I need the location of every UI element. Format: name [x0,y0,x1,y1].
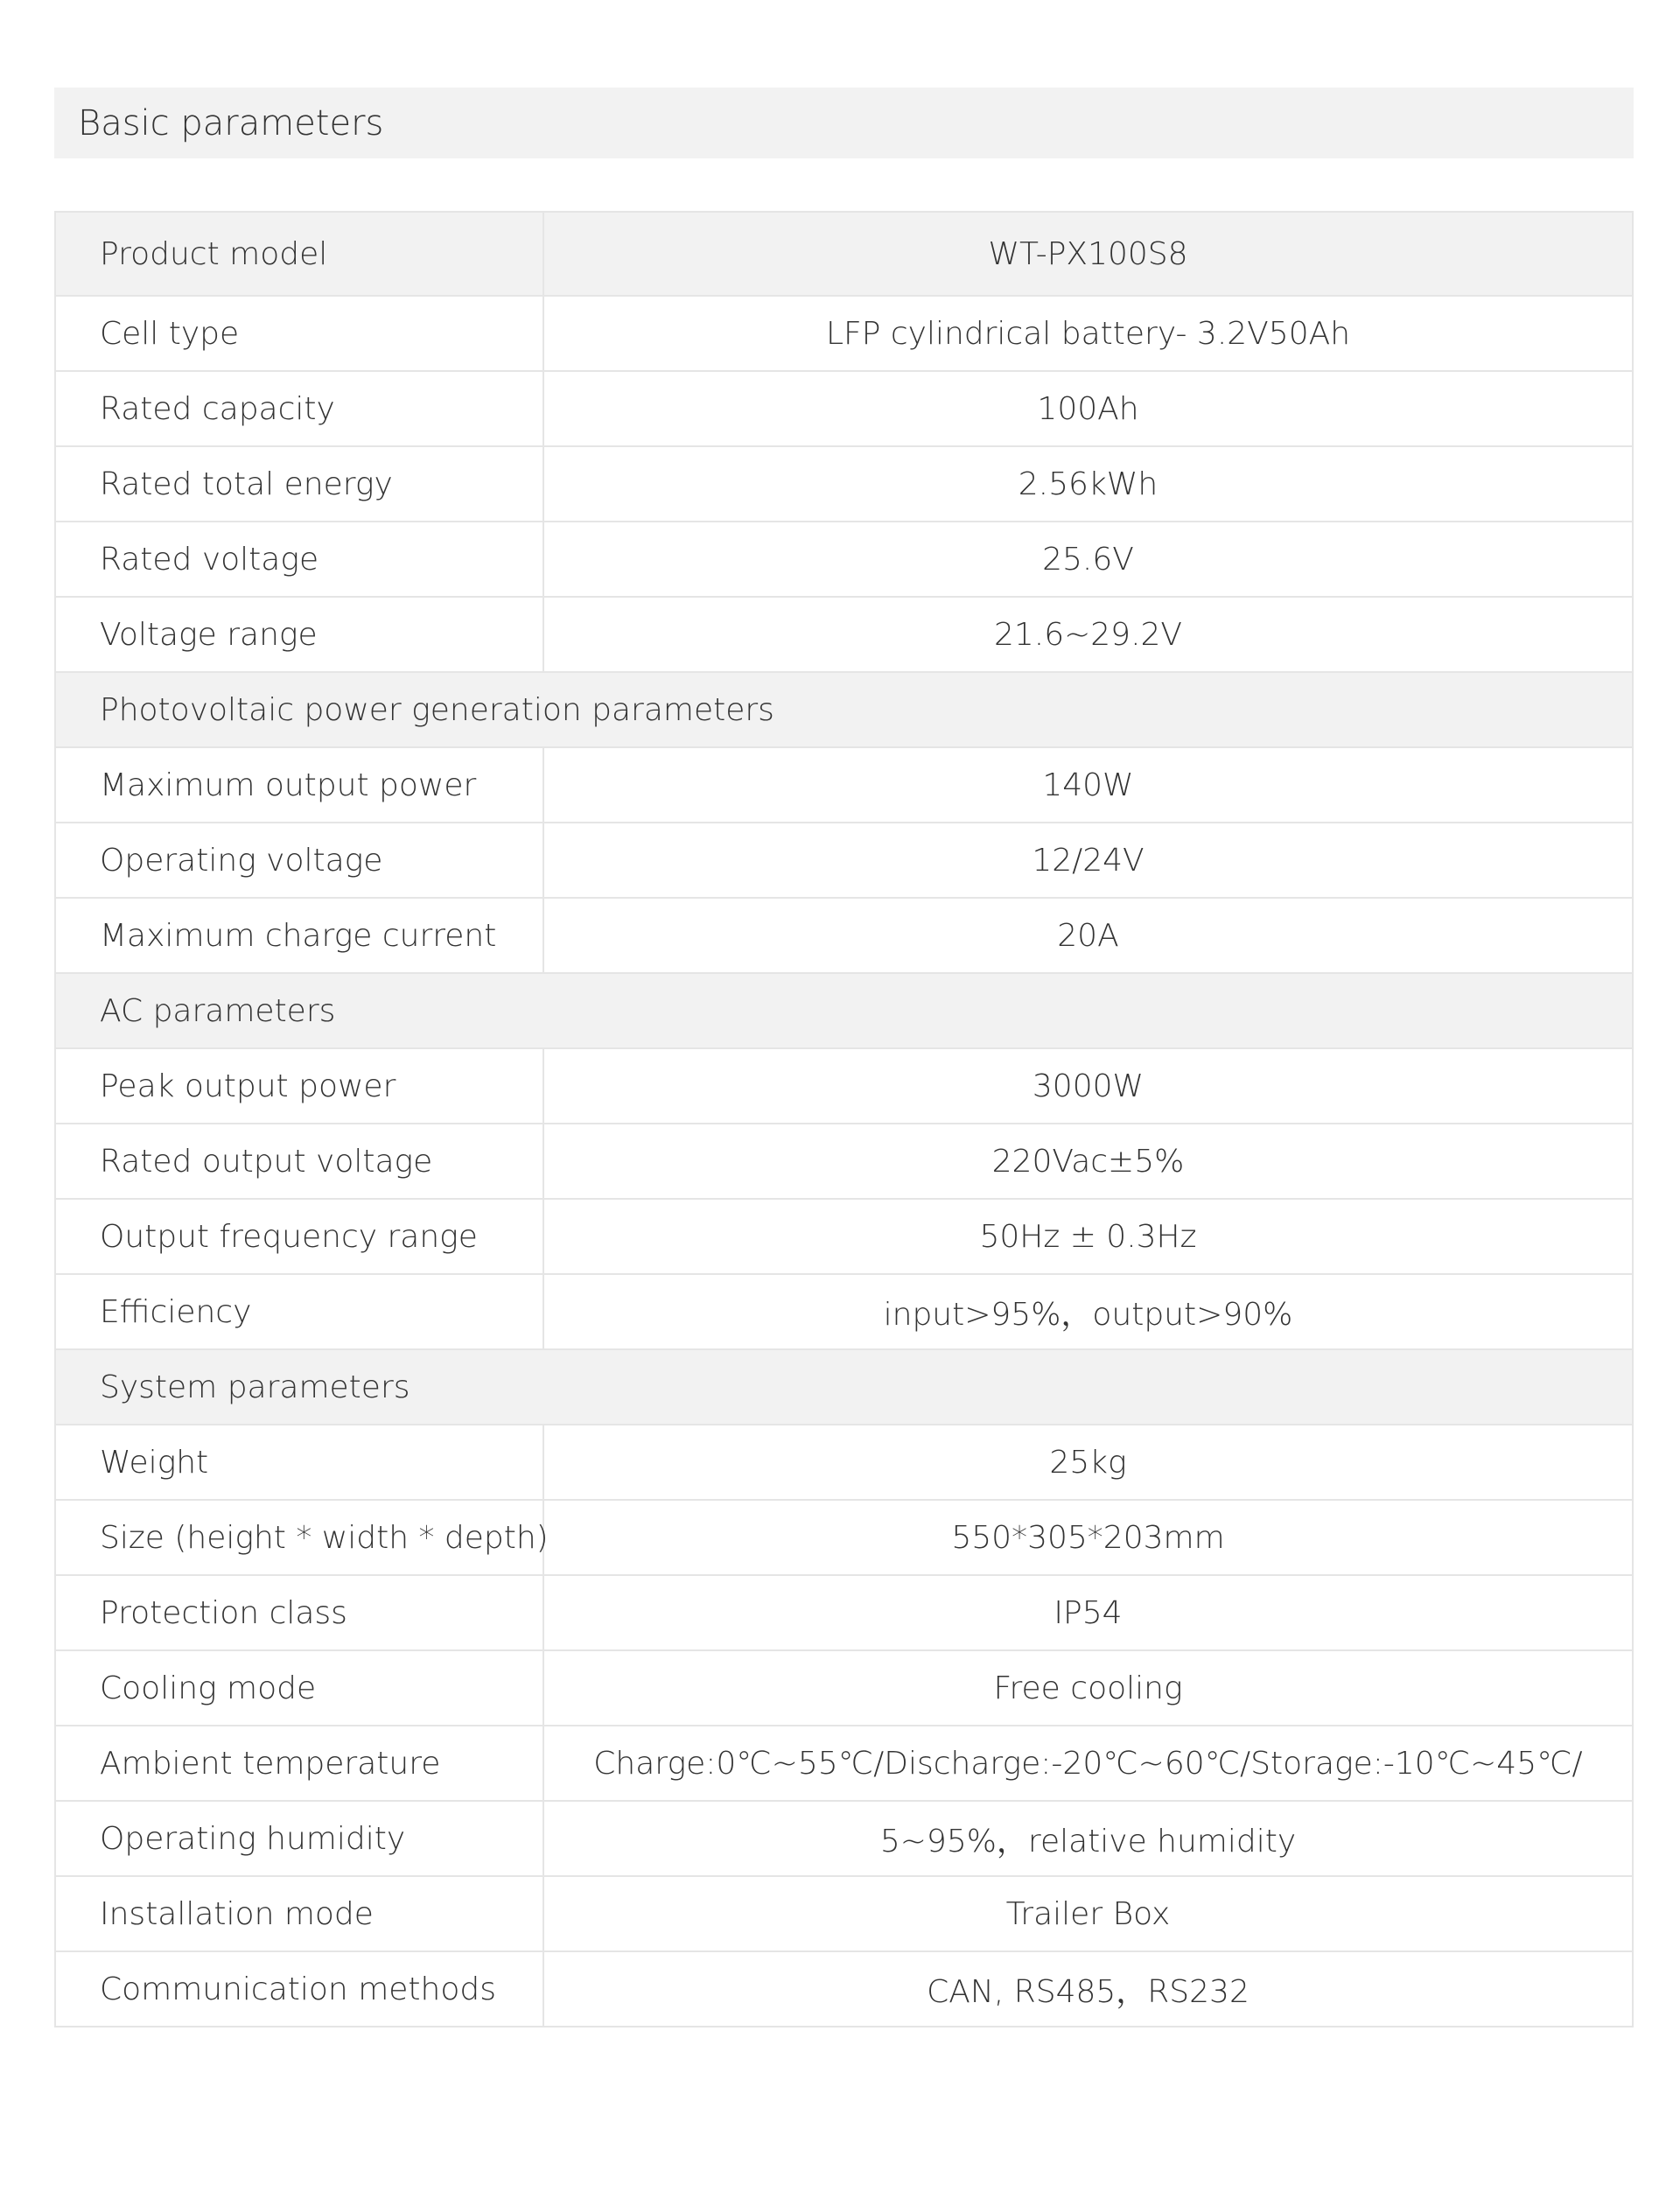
row-label: Maximum charge current [55,898,543,973]
row-label: Installation mode [55,1876,543,1951]
row-value: Trailer Box [543,1876,1633,1951]
row-value: LFP cylindrical battery- 3.2V50Ah [543,296,1633,371]
section-row [55,672,1633,747]
table-row [55,371,1633,446]
header-value: WT-PX100S8 [543,212,1633,296]
table-row [55,898,1633,973]
row-value: 550*305*203mm [543,1500,1633,1575]
table-row [55,823,1633,898]
section-title: System parameters [55,1349,1633,1425]
section-row [55,973,1633,1048]
table-row [55,1199,1633,1274]
row-value: 25.6V [543,522,1633,597]
spec-table [54,211,1634,2027]
spec-table-body [55,212,1633,2027]
table-row [55,522,1633,597]
section-row [55,1349,1633,1425]
row-label: Rated output voltage [55,1124,543,1199]
row-value: 220Vac±5% [543,1124,1633,1199]
row-label: Rated total energy [55,446,543,522]
row-value: IP54 [543,1575,1633,1650]
table-row [55,1951,1633,2027]
row-label: Voltage range [55,597,543,672]
row-value: Free cooling [543,1650,1633,1726]
table-row [55,1425,1633,1500]
row-label: Output frequency range [55,1199,543,1274]
row-value: 20A [543,898,1633,973]
row-label: Protection class [55,1575,543,1650]
row-value: 25kg [543,1425,1633,1500]
row-label: Operating humidity [55,1801,543,1876]
row-label: Ambient temperature [55,1726,543,1801]
page-title: Basic parameters [54,88,1634,158]
row-value: 50Hz ± 0.3Hz [543,1199,1633,1274]
header-row [55,212,1633,296]
row-label: Rated voltage [55,522,543,597]
row-label: Cell type [55,296,543,371]
row-label: Operating voltage [55,823,543,898]
row-value: 12/24V [543,823,1633,898]
row-label: Rated capacity [55,371,543,446]
table-row [55,1048,1633,1124]
section-title: Photovoltaic power generation parameters [55,672,1633,747]
row-value: CAN, RS485，RS232 [543,1951,1633,2027]
table-row [55,1500,1633,1575]
row-value: Charge:0℃~55℃/Discharge:-20℃~60℃/Storage:-10℃~45℃/ [543,1726,1633,1801]
row-label: Maximum output power [55,747,543,823]
section-title: AC parameters [55,973,1633,1048]
table-row [55,1801,1633,1876]
row-value: 3000W [543,1048,1633,1124]
table-row [55,446,1633,522]
row-value: input>95%，output>90% [543,1274,1633,1349]
table-row [55,597,1633,672]
row-label: Weight [55,1425,543,1500]
row-label: Peak output power [55,1048,543,1124]
row-value: 2.56kWh [543,446,1633,522]
table-row [55,1650,1633,1726]
row-label: Cooling mode [55,1650,543,1726]
header-label: Product model [55,212,543,296]
row-value: 140W [543,747,1633,823]
table-row [55,1575,1633,1650]
row-value: 100Ah [543,371,1633,446]
table-row [55,1876,1633,1951]
row-label: Communication methods [55,1951,543,2027]
table-row [55,1124,1633,1199]
table-row [55,747,1633,823]
row-value: 5~95%，relative humidity [543,1801,1633,1876]
table-row [55,296,1633,371]
row-label: Size (height * width * depth) [55,1500,543,1575]
table-row [55,1726,1633,1801]
table-row [55,1274,1633,1349]
row-label: Efficiency [55,1274,543,1349]
row-value: 21.6~29.2V [543,597,1633,672]
